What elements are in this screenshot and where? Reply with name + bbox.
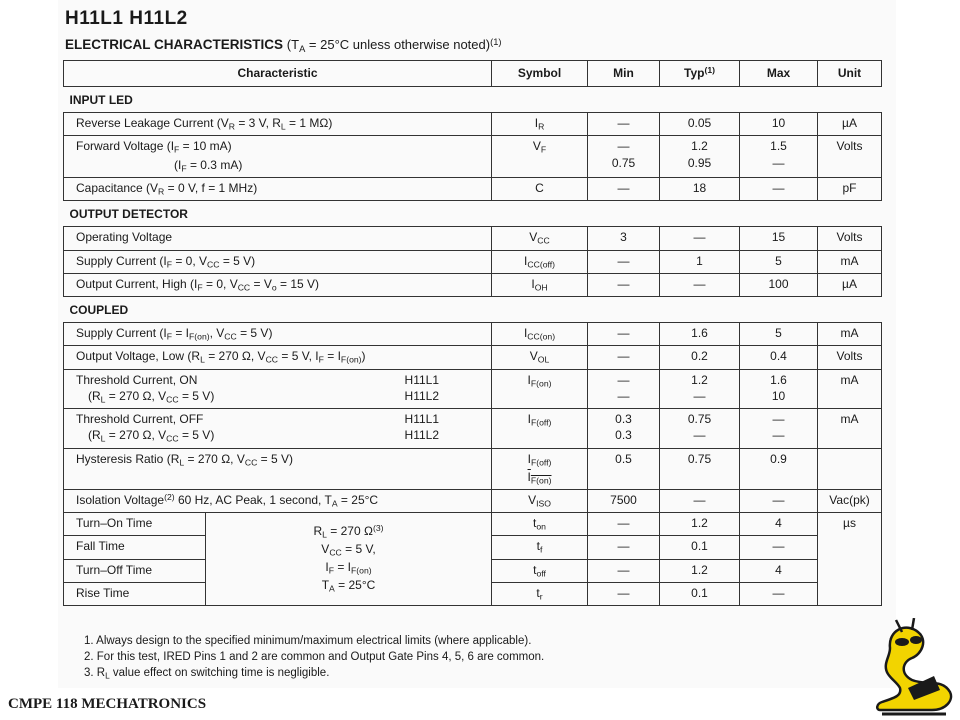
row-hysteresis-ratio: Hysteresis Ratio ($R_L = 270$ Ω, $V_{CC} = 5$ V) $I_{F(off)}$ $I_{F(on)}$ 0.5 0.75 0.9 bbox=[64, 448, 882, 489]
row-output-voltage-low: Output Voltage, Low ($R_L = 270$ Ω, $V_{CC} = 5$ V, $I_F = I_{F(on)}$) $V_{OL}$ — 0.2 0.4 Volts bbox=[64, 346, 882, 369]
row-output-current-high: Output Current, High ($I_F = 0$, $V_{CC} = V_o = 15$ V) $I_{OH}$ — — 100 µA bbox=[64, 273, 882, 296]
page-title: H11L1 H11L2 bbox=[65, 8, 188, 29]
row-threshold-off: Threshold Current, OFF H11L1 ($R_L = 270$ Ω, $V_{CC} = 5$ V) H11L2 $I_{F(off)}$ 0.3 0.3 0.75 — — — mA bbox=[64, 409, 882, 448]
row-isolation-voltage: Isolation Voltage$^{(2)}$ 60 Hz, AC Peak, 1 second, $T_A = 25^\circ C$ $V_{ISO}$ 7500 — — Vac(pk) bbox=[64, 489, 882, 512]
row-fall-time: Fall Time $t_f$ — 0.1 — bbox=[64, 536, 882, 559]
row-reverse-leakage: Reverse Leakage Current ($V_R = 3$ V, $R_L = 1$ MΩ) $I_R$ — 0.05 10 µA bbox=[64, 113, 882, 136]
header-unit: Unit bbox=[818, 61, 882, 87]
electrical-characteristics-table bbox=[63, 60, 882, 606]
row-turn-on-time: Turn–On Time $R_L = 270$ $\Omega^{(3)}$ $V_{CC} = 5$ V, $I_F = I_{F(on)}$ $T_A = 25^\circ C$ $t_{on}$ — 1.2 4 µs bbox=[64, 513, 882, 536]
section-coupled: COUPLED bbox=[64, 297, 882, 323]
section-input-led: INPUT LED bbox=[64, 87, 882, 113]
row-operating-voltage: Operating Voltage $V_{CC}$ 3 — 15 Volts bbox=[64, 227, 882, 250]
header-typ: Typ$^{(1)}$ bbox=[660, 61, 740, 87]
row-forward-voltage: Forward Voltage ($I_F = 10$ mA) ($I_F = 0.3$ mA) $V_F$ — 0.75 1.2 0.95 1.5 — Volts bbox=[64, 136, 882, 177]
header-max: Max bbox=[740, 61, 818, 87]
row-threshold-on: Threshold Current, ON H11L1 ($R_L = 270$ Ω, $V_{CC} = 5$ V) H11L2 $I_{F(on)}$ — — 1.2 — 1.6 10 mA bbox=[64, 369, 882, 408]
row-capacitance: Capacitance ($V_R = 0$ V, f = 1 MHz) C — 18 — pF bbox=[64, 177, 882, 200]
row-turn-off-time: Turn–Off Time $t_{off}$ — 1.2 4 bbox=[64, 559, 882, 582]
header-min: Min bbox=[588, 61, 660, 87]
switching-conditions: $R_L = 270$ $\Omega^{(3)}$ $V_{CC} = 5$ V, $I_F = I_{F(on)}$ $T_A = 25^\circ C$ bbox=[206, 513, 492, 606]
banana-slug-logo-icon bbox=[872, 618, 956, 718]
footnote-3: 3. $R_L$ value effect on switching time is negligible. bbox=[84, 667, 330, 681]
header-row bbox=[64, 61, 882, 87]
footnote-2: 2. For this test, IRED Pins 1 and 2 are common and Output Gate Pins 4, 5, 6 are common. bbox=[84, 651, 545, 664]
footnote-1: 1. Always design to the specified minimum/maximum electrical limits (where applicable). bbox=[84, 635, 532, 647]
header-symbol: Symbol bbox=[492, 61, 588, 87]
footnotes bbox=[84, 633, 544, 682]
table-subtitle: ELECTRICAL CHARACTERISTICS ($T_A = 25^\circ C$ unless otherwise noted)$^{(1)}$ bbox=[65, 37, 502, 54]
row-supply-current-off: Supply Current ($I_F = 0$, $V_{CC} = 5$ V) $I_{CC(off)}$ — 1 5 mA bbox=[64, 250, 882, 273]
section-output-detector: OUTPUT DETECTOR bbox=[64, 201, 882, 227]
course-footer: CMPE 118 MECHATRONICS bbox=[8, 696, 207, 712]
header-characteristic: Characteristic bbox=[64, 61, 492, 87]
row-rise-time: Rise Time $t_r$ — 0.1 — bbox=[64, 582, 882, 605]
row-supply-current-on: Supply Current ($I_F = I_{F(on)}$, $V_{CC} = 5$ V) $I_{CC(on)}$ — 1.6 5 mA bbox=[64, 323, 882, 346]
